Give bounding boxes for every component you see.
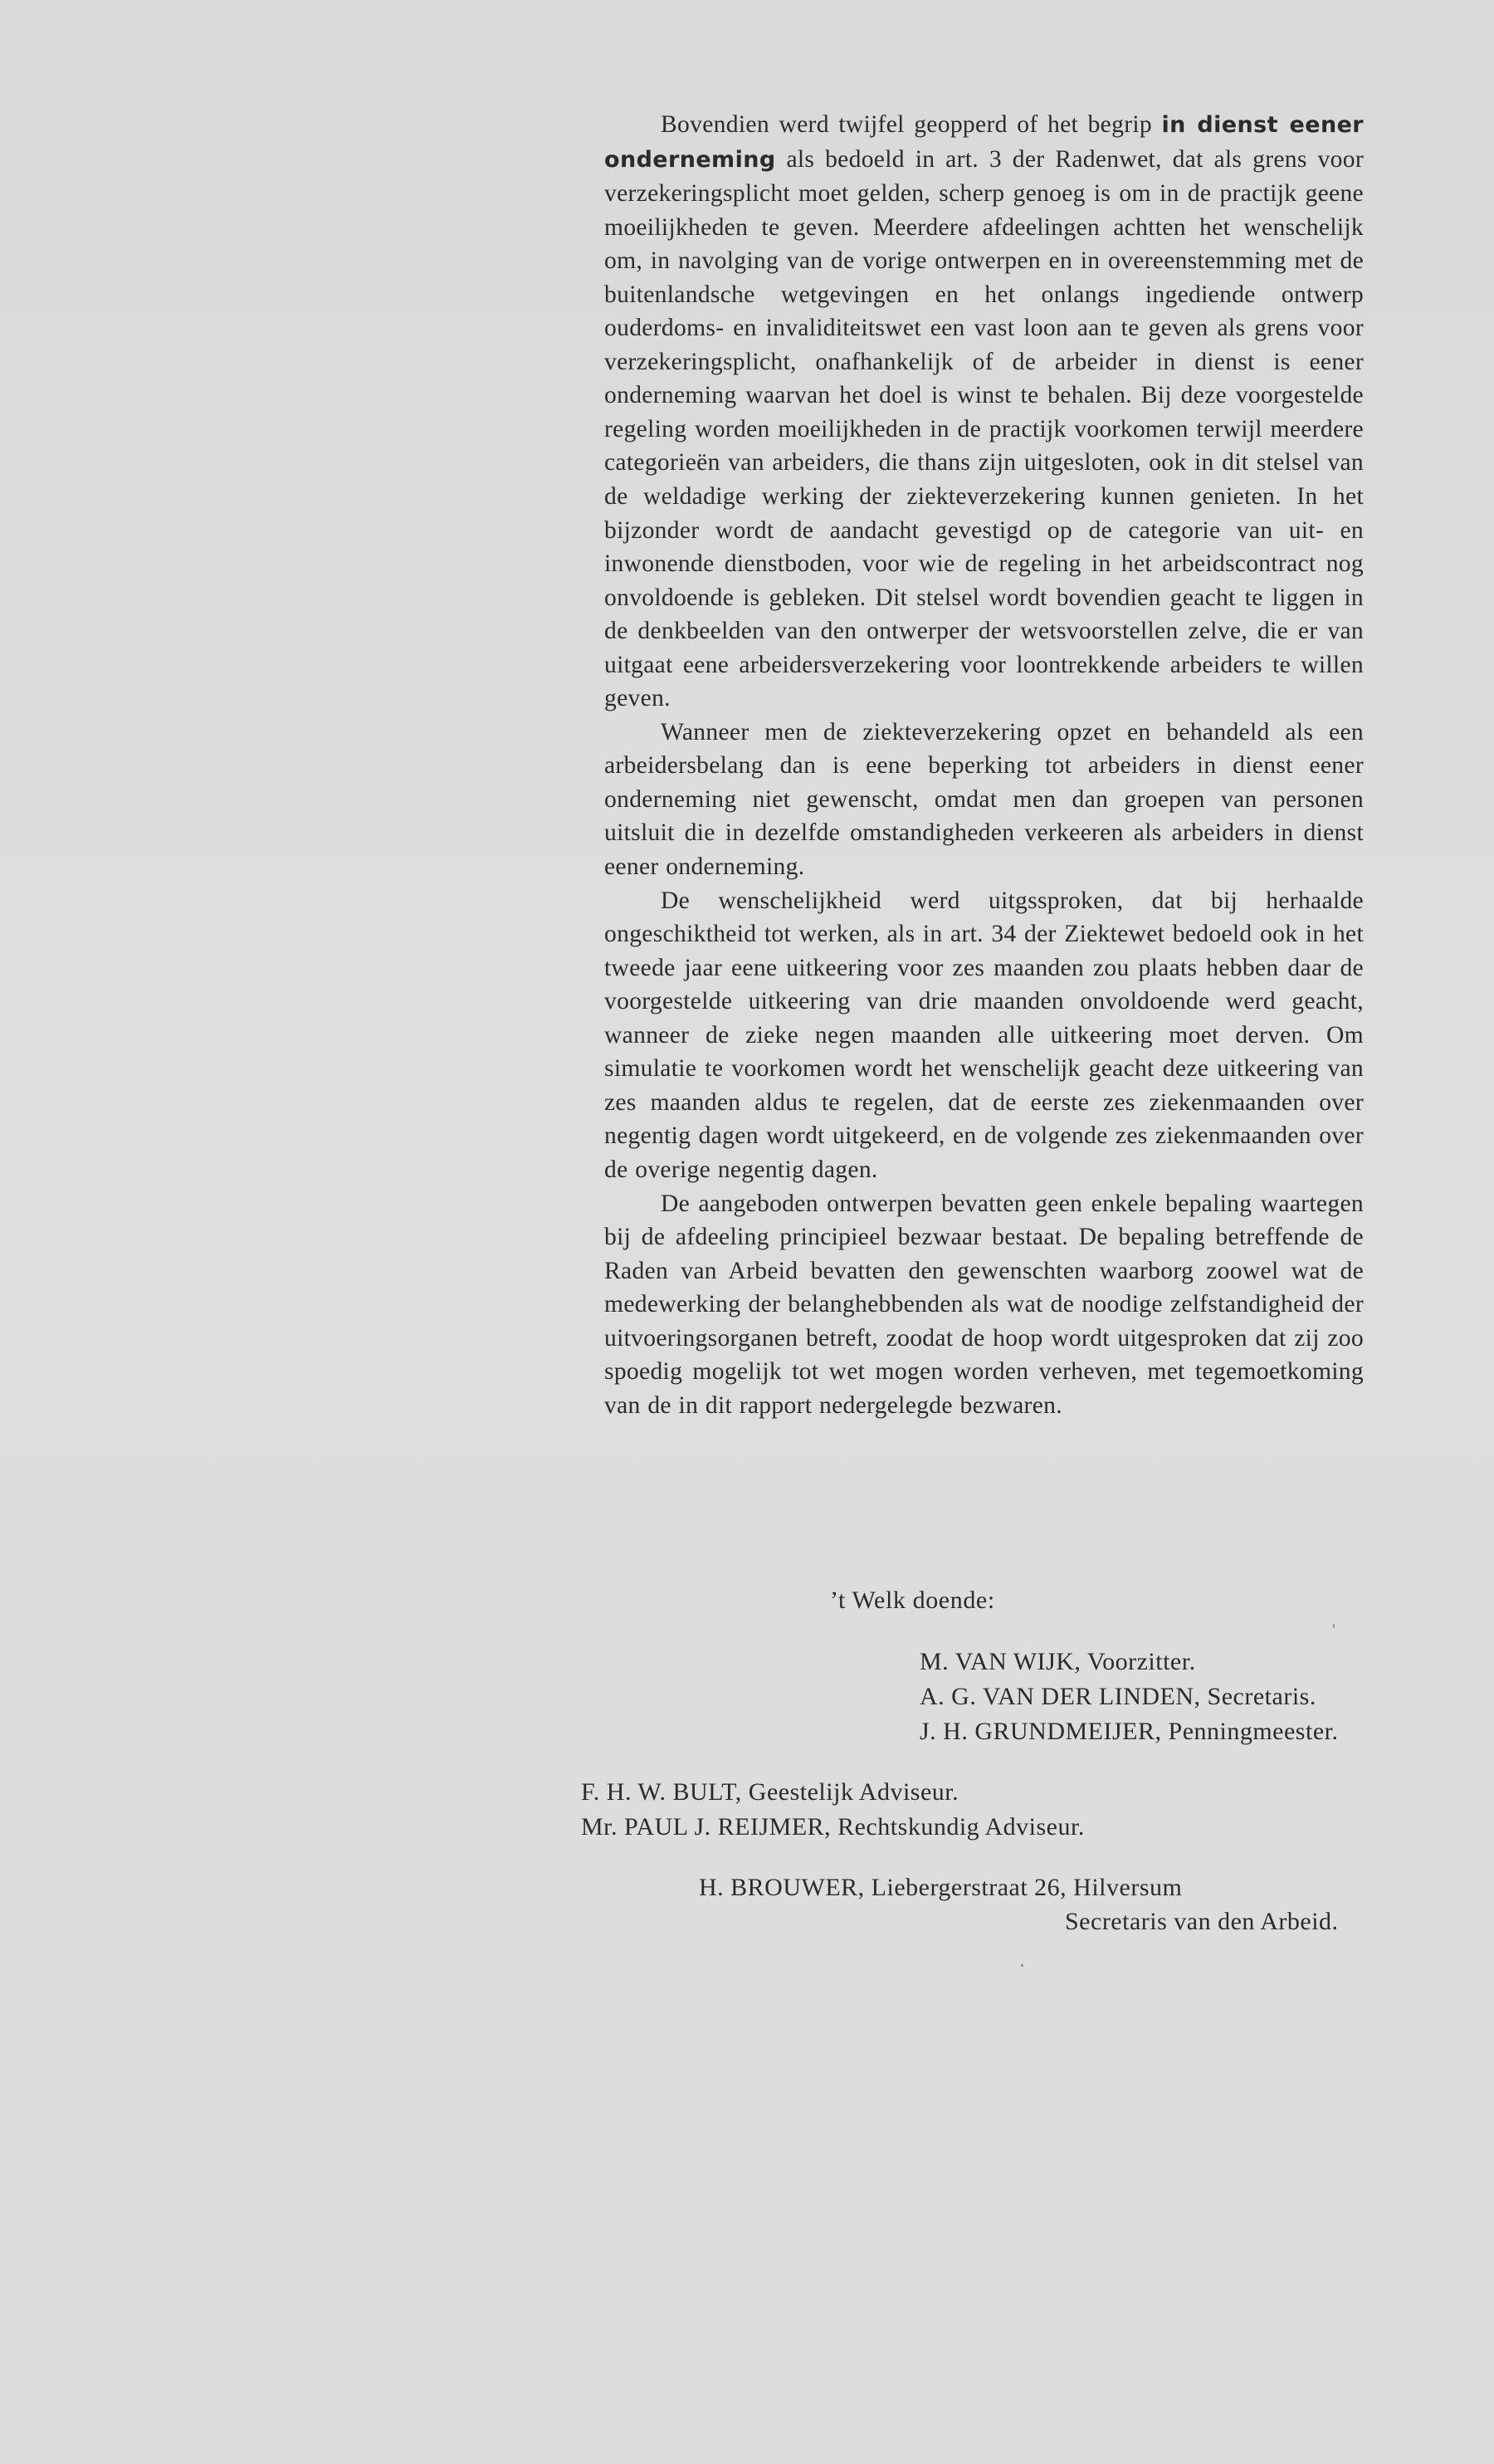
secretary-title: Secretaris van den Arbeid. — [1065, 1908, 1339, 1935]
report-body — [604, 108, 1364, 1422]
scan-speck — [1333, 1624, 1335, 1628]
paragraph-2: Wanneer men de ziekteverzekering opzet en behandeld als een arbeidersbelang dan is eene beperking tot arbeiders in dienst eener onderneming niet gewenscht, omdat men dan groepen van personen uitsluit die in dezelfde omstandigheden verkeeren als arbeiders in dienst eener onderneming. — [604, 718, 1364, 881]
paragraph-3: De wenschelijkheid werd uitgssproken, dat bij herhaalde ongeschiktheid tot werken, als in art. 34 der Ziektewet bedoeld ook in het tweede jaar eene uitkeering voor zes maanden zou plaats hebben daar de voorgestelde uitkeering van drie maanden onvoldoende werd geacht, wanneer de zieke negen maanden alle uitkeering moet derven. Om simulatie te voorkomen wordt het wenschelijk geacht deze uitkeering van zes maanden aldus te regelen, dat de eerste zes ziekenmaanden over negentig dagen wordt uitgekeerd, en de volgende zes ziekenmaanden over de overige negentig dagen. — [604, 887, 1364, 1183]
closing-phrase: ’t Welk doende: — [830, 1586, 995, 1614]
paragraph-1-text-start: Bovendien werd twijfel geopperd of het begrip — [661, 111, 1162, 138]
signature-treasurer: J. H. GRUNDMEIJER, Penningmeester. — [920, 1718, 1339, 1745]
secretary-address: H. BROUWER, Liebergerstraat 26, Hilversum — [699, 1874, 1183, 1901]
paragraph-4: De aangeboden ontwerpen bevatten geen enkele bepaling waartegen bij de afdeeling principieel bezwaar bestaat. De bepaling betreffende de Raden van Arbeid bevatten den gewenschten waarborg zoowel wat de medewerking der belanghebbenden als wat de noodige zelfstandigheid der uitvoeringsorganen betreft, zoodat de hoop wordt uitgesproken dat zij zoo spoedig mogelijk tot wet mogen worden verheven, met tegemoetkoming van de in dit rapport nedergelegde bezwaren. — [604, 1190, 1364, 1419]
paragraph-1-text-rest: als bedoeld in art. 3 der Radenwet, dat als grens voor verzekeringsplicht moet gelden, scherp genoeg is om in de practijk geene moeilijkheden te geven. Meerdere afdeelingen achtten het wenschelijk om, in navolging van de vorige ontwerpen en in overeenstemming met de buitenlandsche wetgevingen en het onlangs ingediende ontwerp ouderdoms- en invaliditeitswet een vast loon aan te geven als grens voor verzekeringsplicht, onafhankelijk of de arbeider in dienst is eener onderneming waarvan het doel is winst te behalen. Bij deze voorgestelde regeling worden moeilijkheden in de practijk voorkomen terwijl meerdere categorieën van arbeiders, die thans zijn uitgesloten, ook in dit stelsel van de weldadige werking der ziekteverzekering kunnen genieten. In het bijzonder wordt de aandacht gevestigd op de categorie van uit- en inwonende dienstboden, voor wie de regeling in het arbeidscontract nog onvoldoende is gebleken. Dit stelsel wordt bovendien geacht te liggen in de denkbeelden van den ontwerper der wetsvoorstellen zelve, die er van uitgaat eene arbeidersverzekering voor loontrekkende arbeiders te willen geven. — [604, 145, 1364, 712]
signature-secretary: A. G. VAN DER LINDEN, Secretaris. — [920, 1683, 1316, 1710]
signature-legal-advisor: Mr. PAUL J. REIJMER, Rechtskundig Adviseur. — [581, 1813, 1085, 1841]
signature-chairman: M. VAN WIJK, Voorzitter. — [920, 1648, 1196, 1675]
paragraph-1 — [604, 108, 1364, 716]
signature-spiritual-advisor: F. H. W. BULT, Geestelijk Adviseur. — [581, 1778, 959, 1806]
scan-speck — [1021, 1964, 1023, 1967]
emphasized-term: in dienst eener onderneming — [604, 112, 1365, 173]
